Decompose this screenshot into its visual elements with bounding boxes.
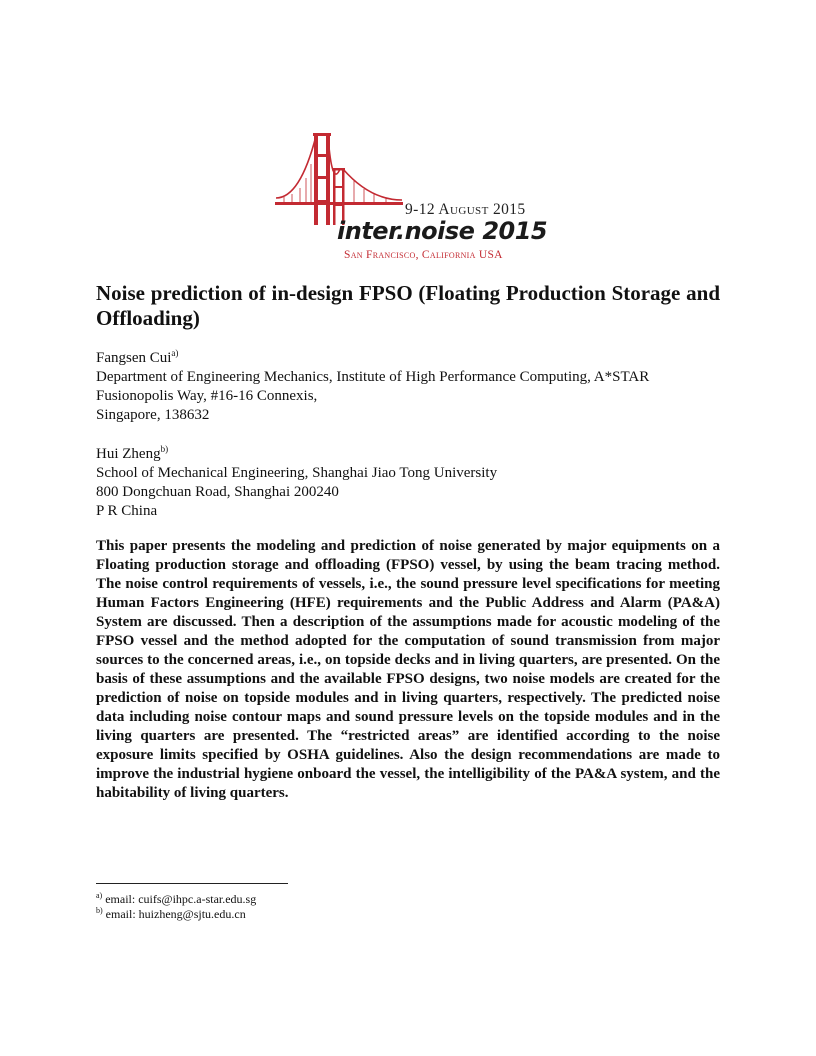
affiliation-line: Department of Engineering Mechanics, Institute of High Performance Computing, A*STAR	[96, 369, 650, 385]
footnote-marker: a)	[171, 348, 179, 358]
footnote-email: email: huizheng@sjtu.edu.cn	[105, 907, 246, 921]
author-block	[96, 445, 736, 521]
conference-date: 9-12 August 2015	[405, 201, 526, 218]
conference-logo	[270, 128, 550, 266]
footnote-marker: b)	[160, 444, 169, 454]
footnote-marker: b)	[96, 906, 103, 915]
affiliation-line: Fusionopolis Way, #16-16 Connexis,	[96, 388, 318, 404]
affiliation-line: 800 Dongchuan Road, Shanghai 200240	[96, 484, 339, 500]
affiliation-line: Singapore, 138632	[96, 407, 210, 423]
author-name: Hui Zheng$^{b)}$	[96, 444, 169, 462]
golden-gate-bridge-icon	[270, 128, 550, 266]
affiliation-line: School of Mechanical Engineering, Shanghai Jiao Tong University	[96, 465, 498, 481]
footnote-marker: a)	[96, 891, 103, 900]
footnote-divider	[96, 883, 288, 884]
abstract: This paper presents the modeling and prediction of noise generated by major equipments on a Floating production storage and offloading (FPSO) vessel, by using the beam tracing method. The noise control requirements of vessels, i.e., the sound pressure level specifications for meeting Human Factors Engineering (HFE) requirements and the Public Address and Alarm (PA&A) System are discussed. Then a description of the assumptions made for acoustic modeling of the FPSO vessel and the method adopted for the computation of sound transmission from major sources to the concerned areas, i.e., on topside decks and in living quarters, are presented. On the basis of these assumptions and the available FPSO designs, two noise models are created for the prediction of noise on topside modules and in living quarters, respectively. The predicted noise data including noise contour maps and sound pressure levels on the topside modules and in the living quarters are presented. The “restricted areas” are identified according to the noise exposure limits specified by OSHA guidelines. Also the design recommendations are made to improve the industrial hygiene onboard the vessel, the intelligibility of the PA&A system, and the habitability of living quarters.	[96, 538, 720, 801]
footnote	[96, 907, 246, 921]
author-name: Fangsen Cui$^{a)}$	[96, 348, 179, 366]
affiliation-line: P R China	[96, 503, 158, 519]
footnote	[96, 892, 256, 906]
author-block	[96, 349, 736, 425]
conference-name: inter.noise 2015	[337, 217, 548, 245]
conference-location: San Francisco, California USA	[344, 249, 503, 261]
paper-title: Noise prediction of in-design FPSO (Floating Production Storage and Offloading)	[96, 281, 720, 330]
footnote-email: email: cuifs@ihpc.a-star.edu.sg	[105, 892, 257, 906]
